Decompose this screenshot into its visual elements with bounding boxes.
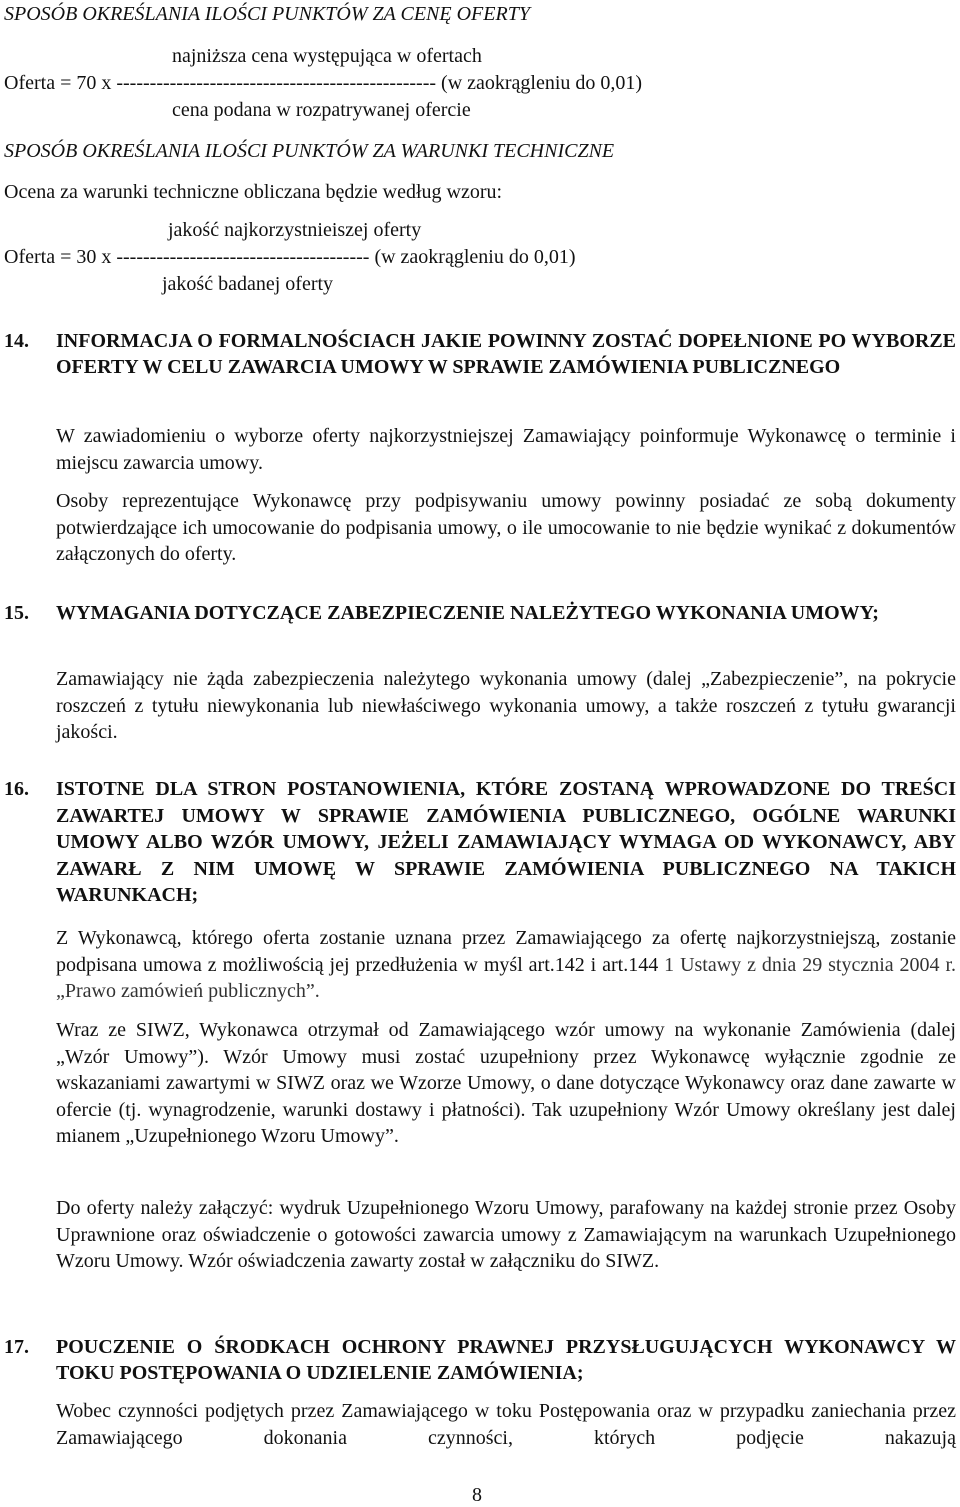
section-14-number: 14. xyxy=(4,330,29,352)
section-16-paragraph-1 xyxy=(56,925,956,1005)
tech-formula: Oferta = 30 x -------------------------------------- (w zaokrągleniu do 0,01) xyxy=(4,246,576,268)
section-16-heading: ISTOTNE DLA STRON POSTANOWIENIA, KTÓRE ZOSTANĄ WPROWADZONE DO TREŚCI ZAWARTEJ UMOWY W SPRAWIE ZAMÓWIENIA PUBLICZNEGO, OGÓLNE WARUNKI UMOWY ALBO WZÓR UMOWY, JEŻELI ZAMAWIAJĄCY WYMAGA OD WYKONAWCY, ABY ZAWARŁ Z NIM UMOWĘ W SPRAWIE ZAMÓWIENIA PUBLICZNEGO NA TAKICH WARUNKACH; xyxy=(56,778,956,906)
section-15-paragraph-1: Zamawiający nie żąda zabezpieczenia należytego wykonania umowy (dalej „Zabezpieczenie”, na pokrycie roszczeń z tytułu niewykonania lub niewłaściwego wykonania umowy, a także roszczeń z tytułu gwarancji jakości. xyxy=(56,668,956,743)
section-16-number: 16. xyxy=(4,778,29,800)
section-15-number: 15. xyxy=(4,602,29,624)
section-16-paragraph-1-text: Z Wykonawcą, którego oferta zostanie uznana przez Zamawiającego za ofertę najkorzystniejszą, zostanie podpisana umowa z możliwością jej przedłużenia w myśl art.142 i art.144 xyxy=(56,927,956,976)
section-14-heading: INFORMACJA O FORMALNOŚCIACH JAKIE POWINNY ZOSTAĆ DOPEŁNIONE PO WYBORZE OFERTY W CELU ZAWARCIA UMOWY W SPRAWIE ZAMÓWIENIA PUBLICZNEGO xyxy=(56,330,956,378)
section-16-paragraph-3: Do oferty należy załączyć: wydruk Uzupełnionego Wzoru Umowy, parafowany na każdej stronie przez Osoby Uprawnione oraz oświadczenie o gotowości zawarcia umowy z Zamawiającym na warunkach Uzupełnionego Wzoru Umowy. Wzór oświadczenia zawarty został w załączniku do SIWZ. xyxy=(56,1197,956,1272)
section-16-law-reference: 1 Ustawy z dnia 29 stycznia 2004 r. „Prawo zamówień publicznych”. xyxy=(56,953,957,1002)
section-17-number: 17. xyxy=(4,1336,29,1358)
section-16-paragraph-2: Wraz ze SIWZ, Wykonawca otrzymał od Zamawiającego wzór umowy na wykonanie Zamówienia (dalej „Wzór Umowy”). Wzór Umowy musi zostać uzupełniony przez Wykonawcę wyłącznie zgodnie ze wskazaniami zawartymi w SIWZ oraz we Wzorze Umowy, o dane dotyczące Wykonawcy oraz dane zawarte w ofercie (tj. wynagrodzenie, warunki dostawy i płatności). Tak uzupełniony Wzór Umowy określany jest dalej mianem „Uzupełnionego Wzoru Umowy”. xyxy=(56,1019,956,1147)
section-17-heading: POUCZENIE O ŚRODKACH OCHRONY PRAWNEJ PRZYSŁUGUJĄCYCH WYKONAWCY W TOKU POSTĘPOWANIA O UDZIELENIE ZAMÓWIENIA; xyxy=(56,1336,956,1384)
price-criterion-heading: SPOSÓB OKREŚLANIA ILOŚCI PUNKTÓW ZA CENĘ OFERTY xyxy=(4,3,530,25)
section-17-paragraph-1: Wobec czynności podjętych przez Zamawiającego w toku Postępowania oraz w przypadku zaniechania przez Zamawiającego dokonania czynności, których podjęcie nakazują xyxy=(56,1400,956,1449)
tech-formula-numerator: jakość najkorzystnieiszej oferty xyxy=(168,219,422,241)
price-formula-denominator: cena podana w rozpatrywanej ofercie xyxy=(172,99,471,121)
tech-criterion-heading: SPOSÓB OKREŚLANIA ILOŚCI PUNKTÓW ZA WARUNKI TECHNICZNE xyxy=(4,140,615,162)
tech-formula-denominator: jakość badanej oferty xyxy=(162,273,334,295)
page-number: 8 xyxy=(472,1484,482,1506)
price-formula-numerator: najniższa cena występująca w ofertach xyxy=(172,45,482,67)
tech-intro: Ocena za warunki techniczne obliczana będzie według wzoru: xyxy=(4,181,503,203)
section-14-paragraph-1: W zawiadomieniu o wyborze oferty najkorzystniejszej Zamawiający poinformuje Wykonawcę o terminie i miejscu zawarcia umowy. xyxy=(56,425,956,474)
section-15-heading: WYMAGANIA DOTYCZĄCE ZABEZPIECZENIE NALEŻYTEGO WYKONANIA UMOWY; xyxy=(56,602,879,624)
section-14-paragraph-2: Osoby reprezentujące Wykonawcę przy podpisywaniu umowy powinny posiadać ze sobą dokumenty potwierdzające ich umocowanie do podpisania umowy, o ile umocowanie to nie będzie wynikać z dokumentów załączonych do oferty. xyxy=(56,490,956,565)
price-formula: Oferta = 70 x ------------------------------------------------ (w zaokrągleniu do 0,01) xyxy=(4,72,643,94)
